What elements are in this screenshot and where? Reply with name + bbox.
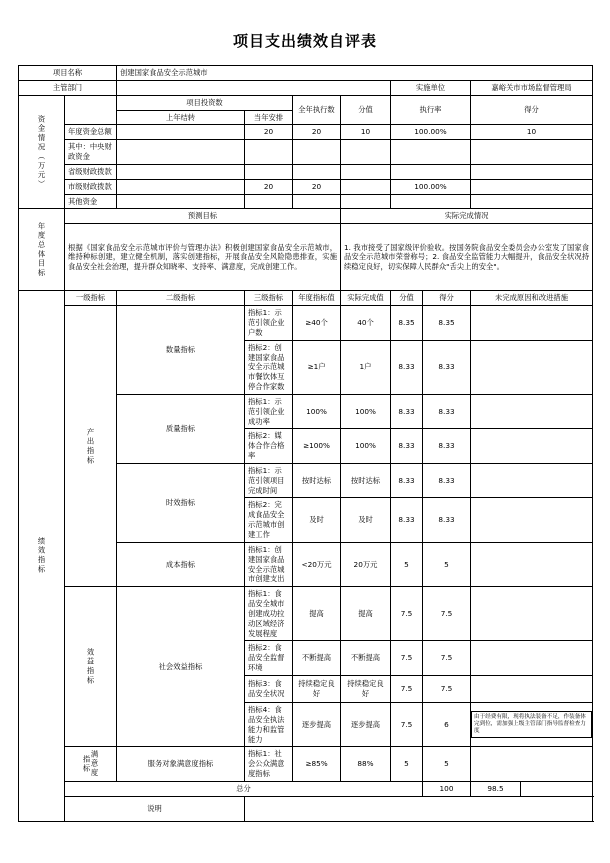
l3-indicator: 指标1：示范引领企业户数 [245,306,293,341]
actual-value: 88% [341,747,391,782]
score-value: 7.5 [391,587,423,641]
actual-value: 40个 [341,306,391,341]
fund-row-prev [117,140,245,165]
actual-value: 100% [341,429,391,464]
score: 7.5 [423,675,471,702]
fund-row-scorevalue [341,164,391,179]
reason [471,429,593,464]
target-value: 不断提高 [293,641,341,676]
forecast-goal-text: 根据《国家食品安全示范城市评价与管理办法》积极创建国家食品安全示范城市，维持种标创建，建立健全机制，落实创建指标，开展食品安全风险隐患排查，实施食品安全社会治理，提升群众知晓率、支持率、满意度，完成创建工作。 [65,224,341,291]
total-blank [521,781,593,796]
score-value: 7.5 [391,675,423,702]
actual-goal-label: 实际完成情况 [341,209,593,224]
target-value: 持续稳定良好 [293,675,341,702]
group-label-satisfaction: 满意度指标 [65,747,117,782]
fund-row-curr [245,194,293,209]
table-row [19,747,593,782]
invest-label: 项目投资数 [117,95,293,110]
score-value: 8.33 [391,340,423,394]
project-name-value: 创建国家食品安全示范城市 [117,66,593,81]
table-row [19,140,593,165]
score-value: 7.5 [391,641,423,676]
fund-row-exec [293,140,341,165]
l3-indicator: 指标1：社会公众满意度指标 [245,747,293,782]
implement-unit-value: 嘉峪关市市场监督管理局 [471,80,593,95]
l3-indicator: 指标2：食品安全监督环境 [245,641,293,676]
l3-indicator: 指标1：示范引领企业成功率 [245,394,293,429]
l3-indicator: 指标2：媒体合作合格率 [245,429,293,464]
reason [471,306,593,341]
l3-indicator: 指标4：食品安全执法能力和监管能力 [245,702,293,746]
actual-goal-text: 1. 我市接受了国家级评价验收。按国务院食品安全委员会办公室发了国家食品安全示范城市荣誉称号；2. 食品安全监管能力大幅提升，食品安全状况持续稳定良好，切实保障人民群众"舌尖上的安全"。 [341,224,593,291]
annual-target-header: 年度指标值 [293,291,341,306]
target-value: ≥85% [293,747,341,782]
total-score-value: 100 [423,781,471,796]
actual-value: 及时 [341,498,391,542]
reason [471,542,593,586]
fund-row-exec [293,164,341,179]
fund-row-scorevalue [341,140,391,165]
actual-value: 按时达标 [341,463,391,498]
l3-indicator: 指标1：示范引领项目完成时间 [245,463,293,498]
l3-indicator: 指标1：食品安全城市创建成功拉动区域经济发展程度 [245,587,293,641]
score-value: 8.33 [391,498,423,542]
actual-value: 1户 [341,340,391,394]
table-row [19,164,593,179]
fund-row-exec: 20 [293,125,341,140]
fund-row-exec: 20 [293,179,341,194]
score: 7.5 [423,587,471,641]
annual-goal-label: 年度总体目标 [19,209,65,291]
table-row [19,125,593,140]
target-value: ≥100% [293,429,341,464]
table-row [19,796,593,821]
fund-row-name: 其中：中央财政资金 [65,140,117,165]
sub-label-social-benefit: 社会效益指标 [117,587,245,747]
sub-label-quantity: 数量指标 [117,306,245,395]
reason: 由于经费有限，现将执法装备不足，作装备体完到位，需加强上级主管部门指导监督检查力度 [471,702,593,746]
sub-label-quality: 质量指标 [117,394,245,463]
table-row [19,80,593,95]
table-row [19,66,593,81]
fund-row-rate [391,194,471,209]
fund-row-rate [391,164,471,179]
target-value: 提高 [293,587,341,641]
score-value: 7.5 [391,702,423,746]
fund-row-score [471,140,593,165]
reason [471,747,593,782]
actual-value: 不断提高 [341,641,391,676]
reason [471,641,593,676]
score-value-label: 分值 [341,95,391,125]
fund-row-score: 10 [471,125,593,140]
table-row [19,179,593,194]
fund-row-curr: 20 [245,125,293,140]
table-row [19,587,593,641]
fund-row-prev [117,194,245,209]
performance-indicator-label: 绩效指标 [19,291,65,821]
fund-row-name: 年度资金总额 [65,125,117,140]
score-value: 8.33 [391,429,423,464]
performance-self-evaluation-table [18,65,593,822]
actual-value-header: 实际完成值 [341,291,391,306]
score: 8.33 [423,429,471,464]
exec-rate-label: 执行率 [391,95,471,125]
score-value-header: 分值 [391,291,423,306]
score-value: 8.33 [391,463,423,498]
table-row [19,224,593,291]
score-value: 8.33 [391,394,423,429]
fund-row-name: 省级财政拨款 [65,164,117,179]
sub-label-timeliness: 时效指标 [117,463,245,542]
fund-row-scorevalue [341,194,391,209]
fund-row-curr [245,164,293,179]
reason [471,498,593,542]
l3-indicator: 指标1：创建国家食品安全示范城市创建支出 [245,542,293,586]
fund-row-score [471,179,593,194]
fund-row-score [471,194,593,209]
score: 5 [423,542,471,586]
fund-row-rate: 100.00% [391,179,471,194]
l3-indicator: 指标3：食品安全状况 [245,675,293,702]
reason [471,463,593,498]
table-row [19,95,593,110]
forecast-goal-label: 预测目标 [65,209,341,224]
level1-header: 一级指标 [65,291,117,306]
funds-spacer [65,95,117,125]
score: 8.33 [423,340,471,394]
table-row [19,306,593,341]
group-label-output: 产出指标 [65,306,117,587]
group-label-benefit: 效益指标 [65,587,117,747]
actual-value: 提高 [341,587,391,641]
target-value: ≥1户 [293,340,341,394]
score-label: 得分 [471,95,593,125]
reason [471,340,593,394]
target-value: 100% [293,394,341,429]
explain-label: 说明 [65,796,245,821]
target-value: 逐步提高 [293,702,341,746]
funds-label: 资金情况（万元） [19,95,65,209]
target-value: <20万元 [293,542,341,586]
implement-unit-label: 实施单位 [391,80,471,95]
page-title: 项目支出绩效自评表 [232,32,377,50]
fund-row-curr: 20 [245,179,293,194]
l3-indicator: 指标2：创建国家食品安全示范城市餐饮体互停合作家数 [245,340,293,394]
reason [471,675,593,702]
actual-value: 100% [341,394,391,429]
fund-row-prev [117,179,245,194]
target-value: ≥40个 [293,306,341,341]
project-name-label: 项目名称 [19,66,117,81]
dept-label: 主管部门 [19,80,117,95]
total-label: 总分 [65,781,423,796]
score: 6 [423,702,471,746]
sub-label-service-satisfaction: 服务对象满意度指标 [117,747,245,782]
actual-value: 20万元 [341,542,391,586]
fund-row-exec [293,194,341,209]
explain-value [245,796,593,821]
table-row [19,781,593,796]
score: 8.35 [423,306,471,341]
fund-row-prev [117,125,245,140]
curr-year-label: 当年安排 [245,110,293,125]
score-header: 得分 [423,291,471,306]
level3-header: 三级指标 [245,291,293,306]
fund-row-prev [117,164,245,179]
score-value: 5 [391,542,423,586]
fund-row-scorevalue [341,179,391,194]
target-value: 按时达标 [293,463,341,498]
fund-row-scorevalue: 10 [341,125,391,140]
score: 7.5 [423,641,471,676]
score: 8.33 [423,394,471,429]
score: 8.33 [423,498,471,542]
score-value: 5 [391,747,423,782]
fund-row-name: 市级财政拨款 [65,179,117,194]
prev-year-label: 上年结转 [117,110,245,125]
actual-value: 逐步提高 [341,702,391,746]
table-row [19,209,593,224]
exec-total-label: 全年执行数 [293,95,341,125]
reason-header: 未完成原因和改进措施 [471,291,593,306]
total-score: 98.5 [471,781,521,796]
score-value: 8.35 [391,306,423,341]
fund-row-rate: 100.00% [391,125,471,140]
score: 8.33 [423,463,471,498]
target-value: 及时 [293,498,341,542]
level2-header: 二级指标 [117,291,245,306]
fund-row-rate [391,140,471,165]
reason [471,394,593,429]
sub-label-cost: 成本指标 [117,542,245,586]
l3-indicator: 指标2：完成食品安全示范城市创建工作 [245,498,293,542]
fund-row-curr [245,140,293,165]
fund-row-score [471,164,593,179]
table-row [19,194,593,209]
reason [471,587,593,641]
actual-value: 持续稳定良好 [341,675,391,702]
dept-value [117,80,391,95]
score: 5 [423,747,471,782]
fund-row-name: 其他资金 [65,194,117,209]
